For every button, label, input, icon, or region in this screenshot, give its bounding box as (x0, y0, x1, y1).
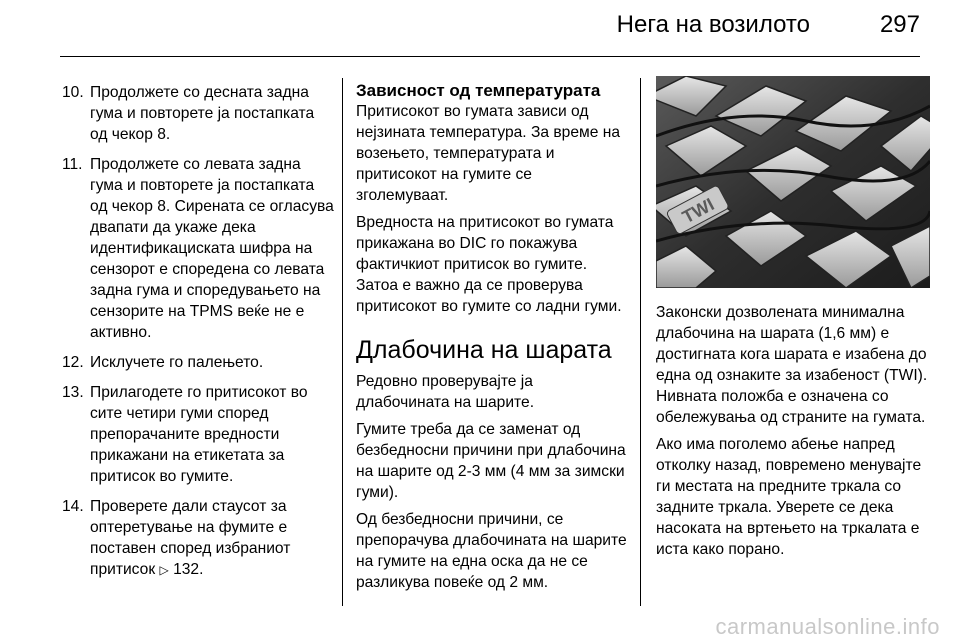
page-reference-link[interactable]: 132. (173, 561, 204, 578)
paragraph: Гумите треба да се заменат од безбедносни причини при длабочина на шарите од 2-3 мм (4 мм за зимски гуми). (356, 421, 626, 501)
step-text-with-ref (90, 496, 334, 581)
step-item (62, 352, 334, 373)
page-header-title: Нега на возилото (616, 11, 810, 38)
reference-arrow-icon[interactable]: ▷ (159, 563, 169, 577)
step-number: 13. (62, 384, 84, 401)
paragraph: Ако има поголемо абење напред отколку назад, повремено менувајте ги местата на предните тркала со задните тркала. Уверете се дека насоката на вртењето на тркалата е иста како порано. (656, 436, 922, 558)
tire-tread-illustration (656, 76, 930, 288)
step-text: Продолжете со десната задна гума и повторете ја постапката од чекор 8. (90, 84, 315, 143)
step-item (62, 496, 334, 581)
header-rule (60, 56, 920, 57)
paragraph: Редовно проверувајте ја длабочината на шарите. (356, 373, 535, 411)
tread-depth-heading: Длабочина на шарата (356, 336, 612, 364)
column-temperature (356, 82, 628, 599)
step-item (62, 154, 334, 343)
column-divider-left (342, 78, 343, 606)
page-number: 297 (879, 11, 920, 38)
step-item (62, 82, 334, 145)
paragraph: Вредноста на притисокот во гумата прикажана во DIC го покажува фактичкиот притисок во гумите. Затоа е важно да се проверува притисокот во гумите со ладни гуми. (356, 214, 622, 315)
column-twi (656, 82, 930, 566)
step-number: 11. (62, 156, 83, 173)
step-text: Проверете дали стаусот за оптеретување на фумите е поставен според избраниот притисок (90, 498, 291, 578)
step-item (62, 382, 334, 487)
paragraph: Притисокот во гумата зависи од нејзината температура. За време на возењето, температурата и притисокот на гумите се зголемуваат. (356, 103, 621, 204)
paragraph: Законски дозволената минимална длабочина на шарата (1,6 мм) е достигната кога шарата е изабена до една од ознаките за изабеност (TWI). Нивната положба е означена со обележувања од страните на гумата. (656, 304, 928, 426)
step-text: Продолжете со левата задна гума и повторете ја постапката од чекор 8. Сирената се огласува двапати да укаже дека идентификациската шифра на сензорот е споредена со левата задна гума и споредувањето на сензорите на TPMS веќе не е активно. (90, 156, 334, 341)
column-divider-right (640, 78, 641, 606)
step-text: Исклучете го палењето. (90, 354, 264, 371)
temperature-subheading: Зависност од температурата (356, 81, 601, 100)
column-steps (62, 82, 334, 590)
step-number: 12. (62, 354, 84, 371)
step-number: 10. (62, 84, 84, 101)
step-text: Прилагодете го притисокот во сите четири гуми според препорачаните вредности прикажани на етикетата за притисок во гумите. (90, 384, 308, 485)
steps-list (62, 82, 334, 581)
twi-marker-label: TWI (678, 194, 718, 228)
watermark: carmanualsonline.info (715, 614, 940, 639)
paragraph: Од безбедносни причини, се препорачува длабочината на шарите на гумите на една оска да не се разликува повеќе од 2 мм. (356, 511, 627, 591)
step-number: 14. (62, 498, 84, 515)
